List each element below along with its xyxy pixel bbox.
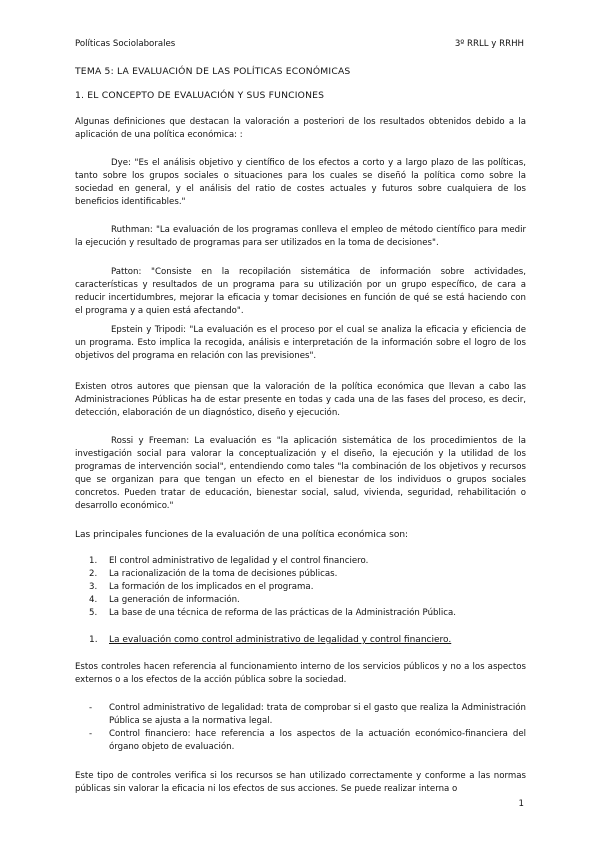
list-text: La base de una técnica de reforma de las prácticas de la Administración Pública. xyxy=(109,608,456,618)
list-number: 1. xyxy=(89,556,98,566)
list-item xyxy=(89,702,526,728)
list-text: El control administrativo de legalidad y el control financiero. xyxy=(109,556,369,566)
subsection-number: 1. xyxy=(89,635,98,645)
list-text: La generación de información. xyxy=(109,595,240,605)
dye-definition: Dye: "Es el análisis objetivo y científico de los efectos a corto y a largo plazo de las políticas, tanto sobre los grupos sociales o situaciones para los cuales se diseñó la política como sobre la sociedad en general, y el análisis del ratio de costes actuales y futuros sobre cualquiera de los beneficios identificables." xyxy=(75,158,526,207)
intro-paragraph: Algunas definiciones que destacan la valoración a posteriori de los resultados obtenidos debido a la aplicación de una política económica: : xyxy=(75,117,526,140)
ruthman-definition: Ruthman: "La evaluación de los programas conlleva el empleo de método científico para medir la ejecución y resultado de programas para ser utilizados en la toma de decisiones". xyxy=(75,225,526,248)
list-text: La racionalización de la toma de decisiones públicas. xyxy=(109,569,338,579)
list-item xyxy=(89,607,509,620)
list-item xyxy=(89,728,526,754)
header-degree: 3º RRLL y RRHH xyxy=(454,39,524,49)
other-authors-paragraph: Existen otros autores que piensan que la valoración de la política económica que llevan a cabo las Administraciones Públicas ha de estar presente en todas y cada una de las fases del proceso, es decir, detección, elaboración de un diagnóstico, diseño y ejecución. xyxy=(75,382,526,418)
rossi-definition: Rossi y Freeman: La evaluación es "la aplicación sistemática de los procedimientos de la investigación social para valorar la conceptualización y el diseño, la ejecución y la utilidad de los programas de intervención social", entendiendo como tales "la combinación de los objetivos y recursos que se organizan para que tengan un efecto en el bienestar de los individuos o grupos sociales concretos. Pueden tratar de educación, bienestar social, salud, vivienda, seguridad, rehabilitación o desarrollo económico." xyxy=(75,436,526,511)
list-item xyxy=(89,594,509,607)
control-type-paragraph: Este tipo de controles verifica si los recursos se han utilizado correctamente y conforme a las normas públicas sin valorar la eficacia ni los efectos de sus acciones. Se puede realizar interna o xyxy=(75,771,526,794)
list-text: La formación de los implicados en el programa. xyxy=(109,582,314,592)
page-number: 1 xyxy=(518,799,524,809)
list-item xyxy=(89,555,509,568)
bullet-dash: - xyxy=(89,729,93,739)
section-heading: 1. EL CONCEPTO DE EVALUACIÓN Y SUS FUNCIONES xyxy=(75,90,325,101)
list-text: Control administrativo de legalidad: trata de comprobar si el gasto que realiza la Administración Pública se ajusta a la normativa legal. xyxy=(109,703,526,726)
list-number: 5. xyxy=(89,608,98,618)
subsection-heading xyxy=(89,634,451,647)
list-number: 3. xyxy=(89,582,98,592)
list-number: 4. xyxy=(89,595,98,605)
topic-title: TEMA 5: LA EVALUACIÓN DE LAS POLÍTICAS ECONÓMICAS xyxy=(75,66,351,77)
list-number: 2. xyxy=(89,569,98,579)
functions-intro: Las principales funciones de la evaluación de una política económica son: xyxy=(75,530,409,540)
bullet-dash: - xyxy=(89,703,93,713)
list-item xyxy=(89,581,509,594)
header-course: Políticas Sociolaborales xyxy=(75,39,176,49)
controls-list xyxy=(89,702,526,754)
epstein-definition: Epstein y Tripodi: "La evaluación es el proceso por el cual se analiza la eficacia y eficiencia de un programa. Esto implica la recogida, análisis e interpretación de la información sobre el logro de los objetivos del programa en relación con las previsiones". xyxy=(75,325,526,361)
controls-paragraph: Estos controles hacen referencia al funcionamiento interno de los servicios públicos y no a los aspectos externos o a los efectos de la acción pública sobre la sociedad. xyxy=(75,662,526,685)
list-item xyxy=(89,568,509,581)
functions-list xyxy=(89,555,509,620)
patton-definition: Patton: "Consiste en la recopilación sistemática de información sobre actividades, características y resultados de un programa para su utilización por un grupo específico, de cara a reducir incertidumbres, mejorar la eficacia y tomar decisiones en función de qué se está haciendo con el programa y a quien está afectando". xyxy=(75,267,526,316)
subsection-title: La evaluación como control administrativo de legalidad y control financiero. xyxy=(109,635,452,645)
list-text: Control financiero: hace referencia a los aspectos de la actuación económico-financiera del órgano objeto de evaluación. xyxy=(109,729,526,752)
